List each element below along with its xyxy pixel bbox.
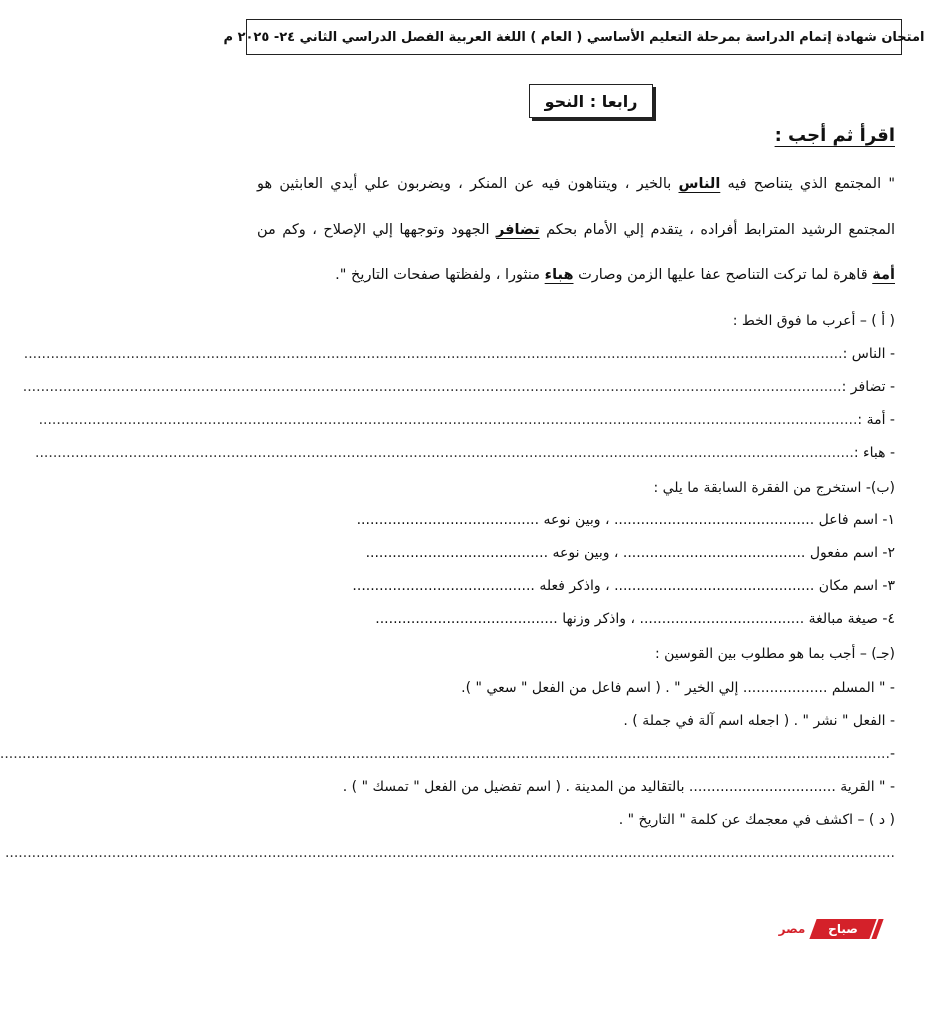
passage-line-1: " المجتمع الذي يتناصح فيه الناس بالخير ، ويتناهون فيه عن المنكر ، ويضربون علي أيدي العابثين هو [257,176,895,192]
key-word-umma: أمة [872,267,895,283]
part-a-title: ( أ ) – أعرب ما فوق الخط : [732,313,895,329]
instruction-heading: اقرأ ثم أجب : [774,125,895,146]
part-a-item: - تضافر : ........................................................................................................................................................................................ [22,379,895,395]
answer-line: ........................................................................................................................................................................................ [22,379,842,395]
logo-text-sabah: صباح [828,922,858,936]
part-c-question-1: - " المسلم ................... إلي الخير " . ( اسم فاعل من الفعل " سعي " ). [461,680,895,696]
answer-line: ........................................................................................................................................................................................ [35,445,854,461]
part-b-title: (ب)- استخرج من الفقرة السابقة ما يلي : [653,480,895,496]
logo-text-masr: مصر [778,922,806,936]
answer-line: ........................................................................................................................................................................................................ [0,746,890,762]
passage-line-3: أمة قاهرة لما تركت التناصح عفا عليها الزمن وصارت هباء منثورا ، ولفظتها صفحات التاريخ ". [335,267,895,283]
part-a-item: - أمة : ........................................................................................................................................................................................ [38,412,895,428]
part-d-title: ( د ) – اكشف في معجمك عن كلمة " التاريخ " . [618,812,895,828]
key-word-tadafur: تضافر [495,222,540,238]
answer-line: ........................................................................................................................................................................................ [23,346,843,362]
part-a-item: - الناس : ........................................................................................................................................................................................ [23,346,895,362]
part-a-item: - هباء : ........................................................................................................................................................................................ [35,445,895,461]
part-b-item: ٤- صيغة مبالغة ..................................... ، واذكر وزنها ......................................... [375,611,895,627]
part-b-item: ١- اسم فاعل ............................................. ، وبين نوعه ......................................... [356,512,895,528]
part-d-answer [4,845,895,861]
key-word-habaa: هباء [544,267,574,283]
answer-line: ........................................................................................................................................................................................................ [4,845,895,861]
part-c-answer: - ........................................................................................................................................................................................................ [0,746,895,762]
part-b-item: ٣- اسم مكان ............................................. ، واذكر فعله ......................................... [352,578,895,594]
exam-header: امتحان شهادة إتمام الدراسة بمرحلة التعليم الأساسي ( العام ) اللغة العربية الفصل الدراسي الثاني ٢٤- ٢٠٢٥ م [246,19,902,55]
key-word-alnas: الناس [678,176,721,192]
part-c-question-2: - الفعل " نشر " . ( اجعله اسم آلة في جملة ) . [623,713,895,729]
answer-line: ........................................................................................................................................................................................ [38,412,858,428]
passage-line-2: المجتمع الرشيد المترابط أفراده ، يتقدم إلي الأمام بحكم تضافر الجهود وتوجهها إلي الإصلاح ، وكم من [257,222,895,238]
part-b-item: ٢- اسم مفعول ......................................... ، وبين نوعه ......................................... [365,545,895,561]
sabah-masr-logo [773,918,883,940]
section-title: رابعا : النحو [529,84,653,118]
part-c-title: (جـ) – أجب بما هو مطلوب بين القوسين : [654,646,895,662]
part-c-question-3: - " القرية ................................. بالتقاليد من المدينة . ( اسم تفضيل من الفعل " تمسك " ) . [342,779,895,795]
